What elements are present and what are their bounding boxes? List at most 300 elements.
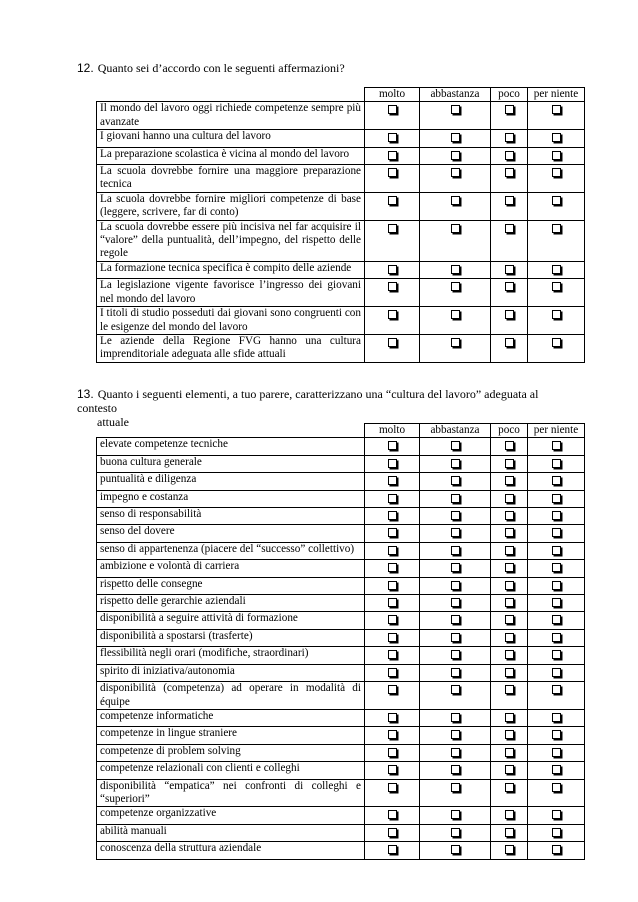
checkbox[interactable] <box>552 765 561 774</box>
statement-label: La scuola dovrebbe fornire una maggiore preparazione tecnica <box>97 165 365 193</box>
checkbox[interactable] <box>552 546 561 555</box>
checkbox[interactable] <box>505 633 514 642</box>
checkbox[interactable] <box>505 168 514 177</box>
answer-cell <box>365 727 420 744</box>
checkbox[interactable] <box>451 828 460 837</box>
checkbox[interactable] <box>451 650 460 659</box>
checkbox[interactable] <box>388 224 397 233</box>
answer-cell <box>365 473 420 490</box>
checkbox[interactable] <box>451 196 460 205</box>
answer-cell <box>365 438 420 455</box>
answer-cell <box>528 307 585 335</box>
answer-cell <box>528 334 585 362</box>
checkbox[interactable] <box>451 685 460 694</box>
checkbox[interactable] <box>552 810 561 819</box>
checkbox[interactable] <box>505 810 514 819</box>
answer-cell <box>365 807 420 824</box>
question-12-table <box>96 87 585 363</box>
table-row <box>97 842 585 859</box>
question-13-text-line2: attuale <box>97 415 129 429</box>
checkbox[interactable] <box>552 151 561 160</box>
checkbox[interactable] <box>505 224 514 233</box>
column-header: per niente <box>528 424 585 438</box>
checkbox[interactable] <box>505 196 514 205</box>
checkbox[interactable] <box>451 282 460 291</box>
answer-cell <box>420 334 491 362</box>
checkbox[interactable] <box>451 730 460 739</box>
answer-cell <box>528 525 585 542</box>
checkbox[interactable] <box>505 441 514 450</box>
checkbox[interactable] <box>505 310 514 319</box>
checkbox[interactable] <box>552 459 561 468</box>
answer-cell <box>528 130 585 147</box>
answer-cell <box>365 612 420 629</box>
checkbox[interactable] <box>552 713 561 722</box>
checkbox[interactable] <box>451 133 460 142</box>
checkbox[interactable] <box>451 546 460 555</box>
header-blank-cell <box>97 88 365 102</box>
table-row <box>97 647 585 664</box>
answer-cell <box>491 647 528 664</box>
checkbox[interactable] <box>505 546 514 555</box>
answer-cell <box>491 807 528 824</box>
checkbox[interactable] <box>505 282 514 291</box>
answer-cell <box>420 647 491 664</box>
answer-cell <box>491 560 528 577</box>
checkbox[interactable] <box>388 546 397 555</box>
checkbox[interactable] <box>451 338 460 347</box>
answer-cell <box>420 307 491 335</box>
checkbox[interactable] <box>388 633 397 642</box>
answer-cell <box>365 595 420 612</box>
table-row <box>97 165 585 193</box>
answer-cell <box>528 560 585 577</box>
checkbox[interactable] <box>388 563 397 572</box>
checkbox[interactable] <box>388 581 397 590</box>
answer-cell <box>365 165 420 193</box>
checkbox[interactable] <box>388 105 397 114</box>
checkbox[interactable] <box>388 310 397 319</box>
checkbox[interactable] <box>451 615 460 624</box>
checkbox[interactable] <box>552 730 561 739</box>
answer-cell <box>528 647 585 664</box>
answer-cell <box>365 542 420 559</box>
checkbox[interactable] <box>388 511 397 520</box>
question-12-text: Quanto sei d’accordo con le seguenti affermazioni? <box>97 61 345 75</box>
question-13-table <box>96 423 585 860</box>
checkbox[interactable] <box>505 748 514 757</box>
answer-cell <box>420 130 491 147</box>
answer-cell <box>420 192 491 220</box>
answer-cell <box>528 192 585 220</box>
checkbox[interactable] <box>451 765 460 774</box>
answer-cell <box>420 762 491 779</box>
checkbox[interactable] <box>505 105 514 114</box>
table-header-row <box>97 424 585 438</box>
table-row <box>97 220 585 261</box>
table-row <box>97 709 585 726</box>
checkbox[interactable] <box>552 685 561 694</box>
statement-label: elevate competenze tecniche <box>97 438 365 455</box>
checkbox[interactable] <box>552 441 561 450</box>
answer-cell <box>528 279 585 307</box>
checkbox[interactable] <box>451 748 460 757</box>
header-blank-cell <box>97 424 365 438</box>
checkbox[interactable] <box>552 310 561 319</box>
answer-cell <box>420 147 491 164</box>
answer-cell <box>420 807 491 824</box>
statement-label: flessibilità negli orari (modifiche, straordinari) <box>97 647 365 664</box>
checkbox[interactable] <box>505 598 514 607</box>
answer-cell <box>491 682 528 710</box>
statement-label: disponibilità a seguire attività di formazione <box>97 612 365 629</box>
table-row <box>97 807 585 824</box>
answer-cell <box>528 744 585 761</box>
table-row <box>97 779 585 807</box>
answer-cell <box>420 664 491 681</box>
table-row <box>97 727 585 744</box>
answer-cell <box>491 261 528 278</box>
column-header: molto <box>365 424 420 438</box>
column-header: poco <box>491 424 528 438</box>
checkbox[interactable] <box>505 730 514 739</box>
answer-cell <box>528 664 585 681</box>
answer-cell <box>365 307 420 335</box>
answer-cell <box>528 842 585 859</box>
checkbox[interactable] <box>451 528 460 537</box>
checkbox[interactable] <box>451 845 460 854</box>
answer-cell <box>365 744 420 761</box>
answer-cell <box>528 612 585 629</box>
answer-cell <box>491 779 528 807</box>
statement-label: Il mondo del lavoro oggi richiede competenze sempre più avanzate <box>97 102 365 130</box>
statement-label: spirito di iniziativa/autonomia <box>97 664 365 681</box>
statement-label: disponibilità (competenza) ad operare in modalità di équipe <box>97 682 365 710</box>
checkbox[interactable] <box>505 783 514 792</box>
checkbox[interactable] <box>388 828 397 837</box>
checkbox[interactable] <box>451 441 460 450</box>
checkbox[interactable] <box>388 528 397 537</box>
statement-label: competenze di problem solving <box>97 744 365 761</box>
answer-cell <box>491 438 528 455</box>
checkbox[interactable] <box>451 105 460 114</box>
checkbox[interactable] <box>451 494 460 503</box>
answer-cell <box>491 473 528 490</box>
checkbox[interactable] <box>505 338 514 347</box>
checkbox[interactable] <box>451 633 460 642</box>
checkbox[interactable] <box>388 783 397 792</box>
checkbox[interactable] <box>505 511 514 520</box>
answer-cell <box>528 473 585 490</box>
checkbox[interactable] <box>552 563 561 572</box>
question-13-number: 13. <box>77 387 94 401</box>
checkbox[interactable] <box>388 282 397 291</box>
statement-label: La preparazione scolastica è vicina al mondo del lavoro <box>97 147 365 164</box>
checkbox[interactable] <box>505 133 514 142</box>
answer-cell <box>365 192 420 220</box>
checkbox[interactable] <box>388 845 397 854</box>
statement-label: abilità manuali <box>97 824 365 841</box>
answer-cell <box>420 595 491 612</box>
table-row <box>97 682 585 710</box>
checkbox[interactable] <box>552 511 561 520</box>
column-header: poco <box>491 88 528 102</box>
answer-cell <box>528 261 585 278</box>
checkbox[interactable] <box>388 685 397 694</box>
checkbox[interactable] <box>451 459 460 468</box>
checkbox[interactable] <box>451 151 460 160</box>
checkbox[interactable] <box>451 713 460 722</box>
answer-cell <box>491 334 528 362</box>
checkbox[interactable] <box>388 748 397 757</box>
checkbox[interactable] <box>552 133 561 142</box>
answer-cell <box>420 629 491 646</box>
answer-cell <box>365 490 420 507</box>
answer-cell <box>420 577 491 594</box>
checkbox[interactable] <box>505 151 514 160</box>
answer-cell <box>491 508 528 525</box>
checkbox[interactable] <box>388 713 397 722</box>
answer-cell <box>528 147 585 164</box>
answer-cell <box>491 577 528 594</box>
checkbox[interactable] <box>505 650 514 659</box>
checkbox[interactable] <box>388 598 397 607</box>
table-row <box>97 102 585 130</box>
checkbox[interactable] <box>388 196 397 205</box>
checkbox[interactable] <box>388 476 397 485</box>
answer-cell <box>528 102 585 130</box>
checkbox[interactable] <box>552 282 561 291</box>
answer-cell <box>528 490 585 507</box>
answer-cell <box>420 490 491 507</box>
checkbox[interactable] <box>505 828 514 837</box>
question-13-text-line1: Quanto i seguenti elementi, a tuo parere, caratterizzano una “cultura del lavoro” adeguata al contesto <box>77 387 539 415</box>
checkbox[interactable] <box>388 650 397 659</box>
checkbox[interactable] <box>552 633 561 642</box>
answer-cell <box>528 824 585 841</box>
checkbox[interactable] <box>388 459 397 468</box>
table-row <box>97 629 585 646</box>
checkbox[interactable] <box>388 133 397 142</box>
checkbox[interactable] <box>505 765 514 774</box>
table-row <box>97 192 585 220</box>
statement-label: La scuola dovrebbe fornire migliori competenze di base (leggere, scrivere, far di conto) <box>97 192 365 220</box>
checkbox[interactable] <box>505 494 514 503</box>
checkbox[interactable] <box>505 581 514 590</box>
statement-label: conoscenza della struttura aziendale <box>97 842 365 859</box>
table-row <box>97 664 585 681</box>
checkbox[interactable] <box>505 668 514 677</box>
checkbox[interactable] <box>505 713 514 722</box>
table-row <box>97 261 585 278</box>
checkbox[interactable] <box>388 765 397 774</box>
checkbox[interactable] <box>552 845 561 854</box>
checkbox[interactable] <box>388 338 397 347</box>
table-row <box>97 279 585 307</box>
checkbox[interactable] <box>552 748 561 757</box>
table-row <box>97 455 585 472</box>
answer-cell <box>365 560 420 577</box>
answer-cell <box>420 220 491 261</box>
checkbox[interactable] <box>388 668 397 677</box>
statement-label: disponibilità a spostarsi (trasferte) <box>97 629 365 646</box>
checkbox[interactable] <box>552 783 561 792</box>
checkbox[interactable] <box>505 459 514 468</box>
answer-cell <box>528 762 585 779</box>
checkbox[interactable] <box>552 105 561 114</box>
table-row <box>97 147 585 164</box>
answer-cell <box>420 682 491 710</box>
checkbox[interactable] <box>451 310 460 319</box>
answer-cell <box>420 824 491 841</box>
checkbox[interactable] <box>552 265 561 274</box>
answer-cell <box>420 455 491 472</box>
answer-cell <box>365 261 420 278</box>
checkbox[interactable] <box>388 615 397 624</box>
column-header: molto <box>365 88 420 102</box>
answer-cell <box>528 577 585 594</box>
checkbox[interactable] <box>552 224 561 233</box>
answer-cell <box>528 727 585 744</box>
question-12-number: 12. <box>77 61 94 75</box>
table-row <box>97 560 585 577</box>
table-row <box>97 762 585 779</box>
checkbox[interactable] <box>451 668 460 677</box>
answer-cell <box>491 709 528 726</box>
checkbox[interactable] <box>451 265 460 274</box>
answer-cell <box>491 595 528 612</box>
answer-cell <box>528 682 585 710</box>
checkbox[interactable] <box>505 265 514 274</box>
checkbox[interactable] <box>552 598 561 607</box>
checkbox[interactable] <box>552 494 561 503</box>
statement-label: La scuola dovrebbe essere più incisiva nel far acquisire il “valore” della puntualità, dell’impegno, del rispetto delle regole <box>97 220 365 261</box>
statement-label: I titoli di studio posseduti dai giovani sono congruenti con le esigenze del mondo del lavoro <box>97 307 365 335</box>
answer-cell <box>491 147 528 164</box>
answer-cell <box>420 542 491 559</box>
checkbox[interactable] <box>552 581 561 590</box>
checkbox[interactable] <box>552 615 561 624</box>
table-row <box>97 473 585 490</box>
checkbox[interactable] <box>388 730 397 739</box>
checkbox[interactable] <box>552 476 561 485</box>
answer-cell <box>420 473 491 490</box>
answer-cell <box>420 525 491 542</box>
statement-label: rispetto delle gerarchie aziendali <box>97 595 365 612</box>
checkbox[interactable] <box>388 265 397 274</box>
table-row <box>97 525 585 542</box>
checkbox[interactable] <box>388 168 397 177</box>
answer-cell <box>365 629 420 646</box>
answer-cell <box>365 525 420 542</box>
table-row <box>97 542 585 559</box>
checkbox[interactable] <box>451 783 460 792</box>
answer-cell <box>491 842 528 859</box>
answer-cell <box>420 709 491 726</box>
checkbox[interactable] <box>451 224 460 233</box>
checkbox[interactable] <box>388 494 397 503</box>
answer-cell <box>491 762 528 779</box>
answer-cell <box>491 542 528 559</box>
checkbox[interactable] <box>451 476 460 485</box>
table-row <box>97 130 585 147</box>
answer-cell <box>365 682 420 710</box>
answer-cell <box>365 762 420 779</box>
table-row <box>97 824 585 841</box>
checkbox[interactable] <box>505 685 514 694</box>
answer-cell <box>420 727 491 744</box>
answer-cell <box>420 779 491 807</box>
answer-cell <box>365 779 420 807</box>
answer-cell <box>528 595 585 612</box>
checkbox[interactable] <box>451 563 460 572</box>
checkbox[interactable] <box>552 196 561 205</box>
answer-cell <box>365 279 420 307</box>
answer-cell <box>491 307 528 335</box>
checkbox[interactable] <box>505 528 514 537</box>
statement-label: La legislazione vigente favorisce l’ingresso dei giovani nel mondo del lavoro <box>97 279 365 307</box>
statement-label: competenze organizzative <box>97 807 365 824</box>
table-row <box>97 595 585 612</box>
answer-cell <box>365 130 420 147</box>
checkbox[interactable] <box>451 511 460 520</box>
checkbox[interactable] <box>388 810 397 819</box>
statement-label: ambizione e volontà di carriera <box>97 560 365 577</box>
statement-label: competenze informatiche <box>97 709 365 726</box>
statement-label: rispetto delle consegne <box>97 577 365 594</box>
answer-cell <box>491 455 528 472</box>
answer-cell <box>420 102 491 130</box>
checkbox[interactable] <box>451 168 460 177</box>
answer-cell <box>420 842 491 859</box>
answer-cell <box>528 165 585 193</box>
table-row <box>97 508 585 525</box>
statement-label: competenze relazionali con clienti e colleghi <box>97 762 365 779</box>
checkbox[interactable] <box>552 828 561 837</box>
checkbox[interactable] <box>388 151 397 160</box>
checkbox[interactable] <box>505 476 514 485</box>
checkbox[interactable] <box>552 668 561 677</box>
checkbox[interactable] <box>505 563 514 572</box>
checkbox[interactable] <box>552 338 561 347</box>
answer-cell <box>528 220 585 261</box>
answer-cell <box>420 744 491 761</box>
table-row <box>97 577 585 594</box>
answer-cell <box>528 629 585 646</box>
checkbox[interactable] <box>505 615 514 624</box>
checkbox[interactable] <box>552 650 561 659</box>
checkbox[interactable] <box>451 581 460 590</box>
checkbox[interactable] <box>505 845 514 854</box>
answer-cell <box>365 824 420 841</box>
question-12-title <box>77 61 345 75</box>
answer-cell <box>365 334 420 362</box>
answer-cell <box>528 438 585 455</box>
checkbox[interactable] <box>552 168 561 177</box>
checkbox[interactable] <box>388 441 397 450</box>
statement-label: senso di responsabilità <box>97 508 365 525</box>
answer-cell <box>491 744 528 761</box>
answer-cell <box>491 727 528 744</box>
answer-cell <box>365 664 420 681</box>
answer-cell <box>528 779 585 807</box>
answer-cell <box>528 542 585 559</box>
checkbox[interactable] <box>451 598 460 607</box>
answer-cell <box>420 438 491 455</box>
answer-cell <box>491 612 528 629</box>
checkbox[interactable] <box>552 528 561 537</box>
checkbox[interactable] <box>451 810 460 819</box>
